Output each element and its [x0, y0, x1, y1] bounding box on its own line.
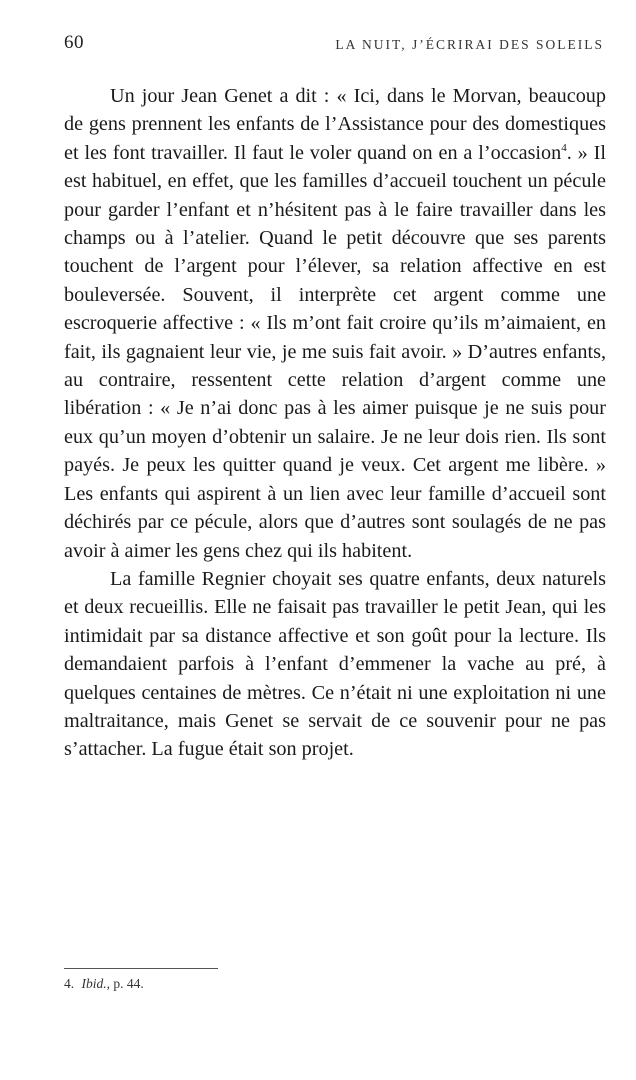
footnote-source: Ibid. [81, 976, 107, 991]
footnote-page-ref: , p. 44. [106, 976, 144, 991]
paragraph-2: La famille Regnier choyait ses quatre enfants, deux naturels et deux recueillis. Elle ne faisait pas travailler le petit Jean, qui les intimidait par sa distance affective et son goût pour la lecture. Ils demandaient parfois à l’enfant d’emmener la vache au pré, à quelques centaines de mètres. Ce n’était ni une exploitation ni une maltraitance, mais Genet se servait de ce souvenir pour ne pas s’attacher. La fugue était son projet. [64, 567, 606, 761]
paragraph-1-text-before-note: Un jour Jean Genet a dit : « Ici, dans le Morvan, beaucoup de gens prennent les enfants de l’Assistance pour des domestiques et les font travailler. Il faut le voler quand on en a l’occasion [64, 85, 606, 164]
running-head: LA NUIT, J’ÉCRIRAI DES SOLEILS [335, 37, 604, 52]
paragraph-1 [64, 82, 606, 565]
page-number: 60 [64, 32, 84, 53]
footnote-divider [64, 968, 218, 969]
body-text [64, 82, 606, 764]
footnote [64, 976, 144, 992]
footnote-reference: 4 [561, 141, 567, 154]
paragraph-1-text-after-note: . » Il est habituel, en effet, que les familles d’accueil touchent un pécule pour garder l’enfant et n’hésitent pas à le faire travailler dans les champs ou à l’atelier. Quand le petit découvre que ses parents touchent de l’argent pour l’élever, sa relation affective en est bouleversée. Souvent, il interprète cet argent comme une escroquerie affective : « Ils m’ont fait croire qu’ils m’aimaient, en fait, ils gagnaient leur vie, je me suis fait avoir. » D’autres enfants, au contraire, ressentent cette relation d’argent comme une libération : « Je n’ai donc pas à les aimer puisque je ne suis pour eux qu’un moyen d’obtenir un salaire. Je ne leur dois rien. Ils sont payés. Je peux les quitter quand je veux. Cet argent me libère. » Les enfants qui aspirent à un lien avec leur famille d’accueil sont déchirés par ce pécule, alors que d’autres sont soulagés de ne pas avoir à aimer les gens chez qui ils habitent. [64, 141, 606, 562]
footnote-number: 4. [64, 976, 75, 991]
